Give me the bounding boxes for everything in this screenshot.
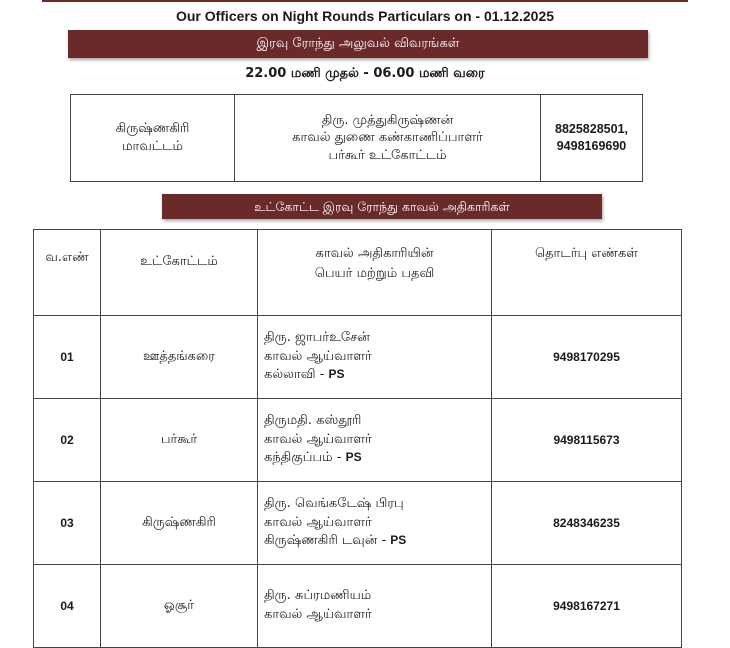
row-subdivision: கிருஷ்ணகிரி [101,482,258,565]
table-row [34,565,682,648]
district-cell [71,95,235,182]
officer-name: திரு. சுப்ரமணியம் [264,588,372,604]
row-phone: 9498167271 [492,565,682,648]
officer-station-line [264,366,490,385]
row-officer [258,399,492,482]
officer-name: திரு. ஜாபர்உசேன் [264,329,370,345]
table-header-row [34,230,682,316]
supervisor-table [70,94,643,182]
row-sno: 02 [34,399,101,482]
supervisor-officer-cell [235,95,541,182]
header-subdivision: உட்கோட்டம் [101,230,258,316]
row-sno: 04 [34,565,101,648]
officers-table [33,229,682,648]
row-subdivision: ஊத்தங்கரை [101,316,258,399]
row-officer [258,482,492,565]
row-phone: 9498115673 [492,399,682,482]
ps-label: PS [345,450,362,465]
ps-label: PS [328,367,345,382]
timing-text: 22.00 மணி முதல் - 06.00 மணி வரை [245,66,485,81]
officer-name: திருமதி. கஸ்தூரி [264,412,362,428]
officer-name: திரு. வெங்கடேஷ் பிரபு [264,495,404,511]
subdivision-officers-banner: உட்கோட்ட இரவு ரோந்து காவல் அதிகாரிகள் [162,194,602,219]
row-sno: 01 [34,316,101,399]
night-rounds-banner: இரவு ரோந்து அலுவல் விவரங்கள் [68,30,648,58]
supervisor-name: திரு. முத்துகிருஷ்ணன் [321,112,454,128]
officer-designation: காவல் ஆய்வாளர் [264,348,372,364]
officer-station-line [264,449,490,468]
row-sno: 03 [34,482,101,565]
table-row [34,399,682,482]
supervisor-phone-cell [541,95,643,182]
header-contact: தொடர்பு எண்கள் [492,230,682,316]
officer-station-line [264,532,490,551]
table-row [34,482,682,565]
row-phone: 9498170295 [492,316,682,399]
officer-station: கந்திகுப்பம் - [264,450,342,466]
row-officer [258,565,492,648]
page-title: Our Officers on Night Rounds Particulars on - 01.12.2025 [175,8,555,24]
row-officer [258,316,492,399]
district-line2: மாவட்டம் [122,139,183,154]
top-border-line [42,0,688,2]
officer-station: கல்லாவி - [264,367,325,383]
table-row [34,316,682,399]
header-officer [258,230,492,316]
supervisor-phone2: 9498169690 [556,139,627,153]
supervisor-phone1: 8825828501, [555,122,628,137]
header-officer-line1: காவல் அதிகாரியின் [315,246,434,261]
row-phone: 8248346235 [492,482,682,565]
row-subdivision: ஓசூர் [101,565,258,648]
officer-designation: காவல் ஆய்வாளர் [264,607,372,622]
officer-designation: காவல் ஆய்வாளர் [264,514,372,530]
header-sno: வ.எண் [34,230,101,316]
supervisor-office: பர்கூர் உட்கோட்டம் [328,147,447,163]
row-subdivision: பர்கூர் [101,399,258,482]
district-line1: கிருஷ்ணகிரி [115,121,190,137]
header-officer-line2: பெயர் மற்றும் பதவி [314,265,435,281]
officer-station: கிருஷ்ணகிரி டவுன் - [264,533,387,549]
officer-designation: காவல் ஆய்வாளர் [264,431,372,447]
supervisor-row [71,95,643,182]
supervisor-designation: காவல் துணை கண்காணிப்பாளர் [292,130,483,146]
ps-label: PS [390,533,407,548]
